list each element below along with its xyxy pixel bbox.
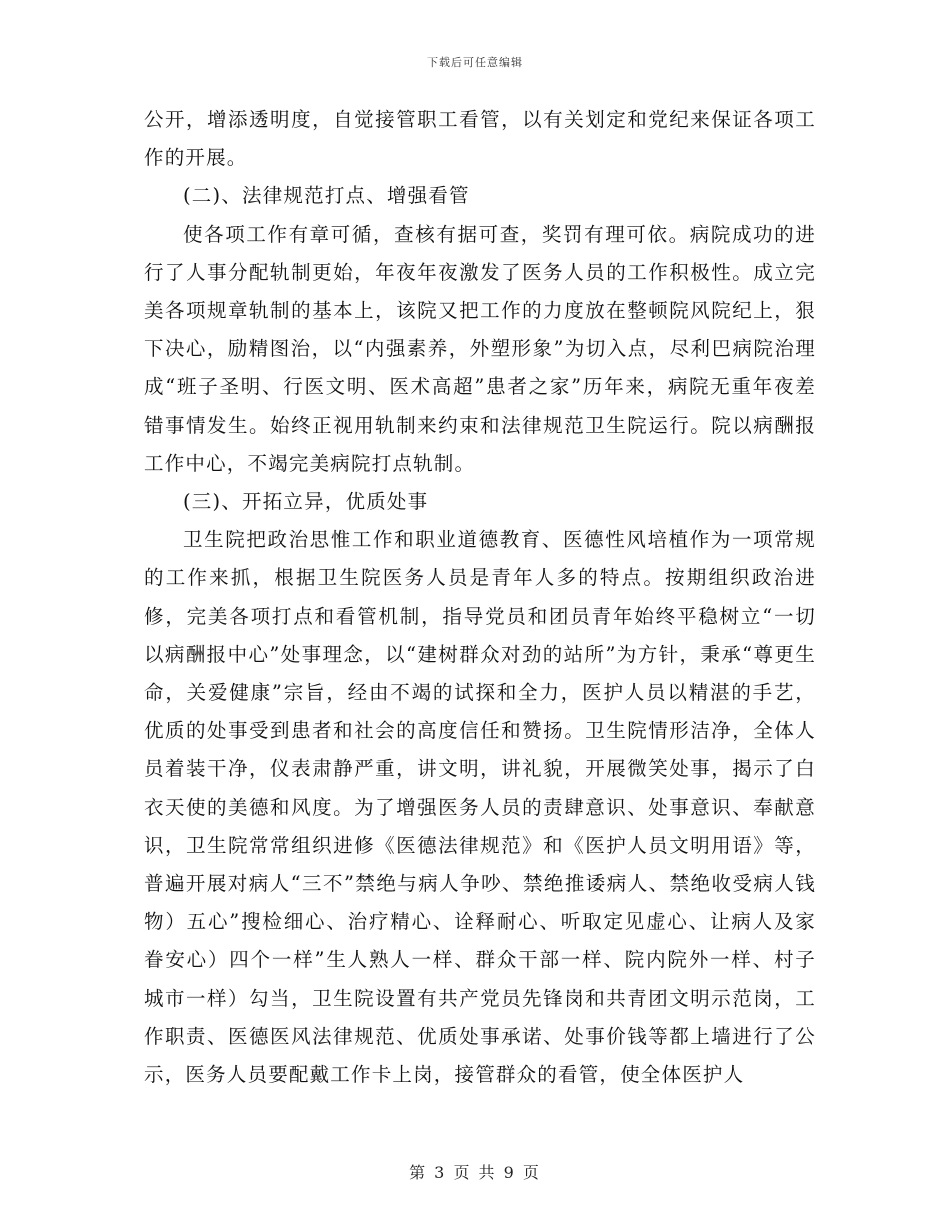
section-heading-2: (二)、法律规范打点、增强看管 xyxy=(183,184,470,208)
page-header-note: 下载后可任意编辑 xyxy=(427,56,523,69)
section-heading-3: (三)、开拓立异，优质处事 xyxy=(183,490,429,514)
page-number: 第 3 页 共 9 页 xyxy=(409,1163,541,1182)
paragraph-continuation: 公开，增添透明度，自觉接管职工看管，以有关划定和党纪来保证各项工作的开展。 xyxy=(144,108,816,170)
paragraph-regulation: 使各项工作有章可循，查核有据可查，奖罚有理可依。病院成功的进行了人事分配轨制更始，年夜年夜激发了医务人员的工作积极性。成立完美各项规章轨制的基本上，该院又把工作的力度放在整顿院风院纪上，狠下决心，励精图治，以“内强素养，外塑形象”为切入点，尽利巴病院治理成“班子圣明、行医文明、医术高超”患者之家”历年来，病院无重年夜差错事情发生。始终正视用轨制来约束和法律规范卫生院运行。院以病酬报工作中心，不竭完美病院打点轨制。 xyxy=(144,222,816,475)
paragraph-service: 卫生院把政治思惟工作和职业道德教育、医德性风培植作为一项常规的工作来抓，根据卫生院医务人员是青年人多的特点。按期组织政治进修，完美各项打点和看管机制，指导党员和团员青年始终平稳树立“一切以病酬报中心”处事理念，以“建树群众对劲的站所”为方针，秉承“尊更生命，关爱健康”宗旨，经由不竭的试探和全力，医护人员以精湛的手艺，优质的处事受到患者和社会的高度信任和赞扬。卫生院情形洁净，全体人员着装干净，仪表肃静严重，讲文明，讲礼貌，开展微笑处事，揭示了白衣天使的美德和风度。为了增强医务人员的责肆意识、处事意识、奉献意识，卫生院常常组织进修《医德法律规范》和《医护人员文明用语》等，普遍开展对病人“三不”禁绝与病人争吵、禁绝推诿病人、禁绝收受病人钱物）五心”搜检细心、治疗精心、诠释耐心、听取定见虚心、让病人及家眷安心）四个一样”生人熟人一样、群众干部一样、院内院外一样、村子城市一样）勾当，卫生院设置有共产党员先锋岗和共青团文明示范岗，工作职责、医德医风法律规范、优质处事承诺、处事价钱等都上墙进行了公示，医务人员要配戴工作卡上岗，接管群众的看管，使全体医护人 xyxy=(144,528,816,1087)
document-body xyxy=(144,101,816,1094)
